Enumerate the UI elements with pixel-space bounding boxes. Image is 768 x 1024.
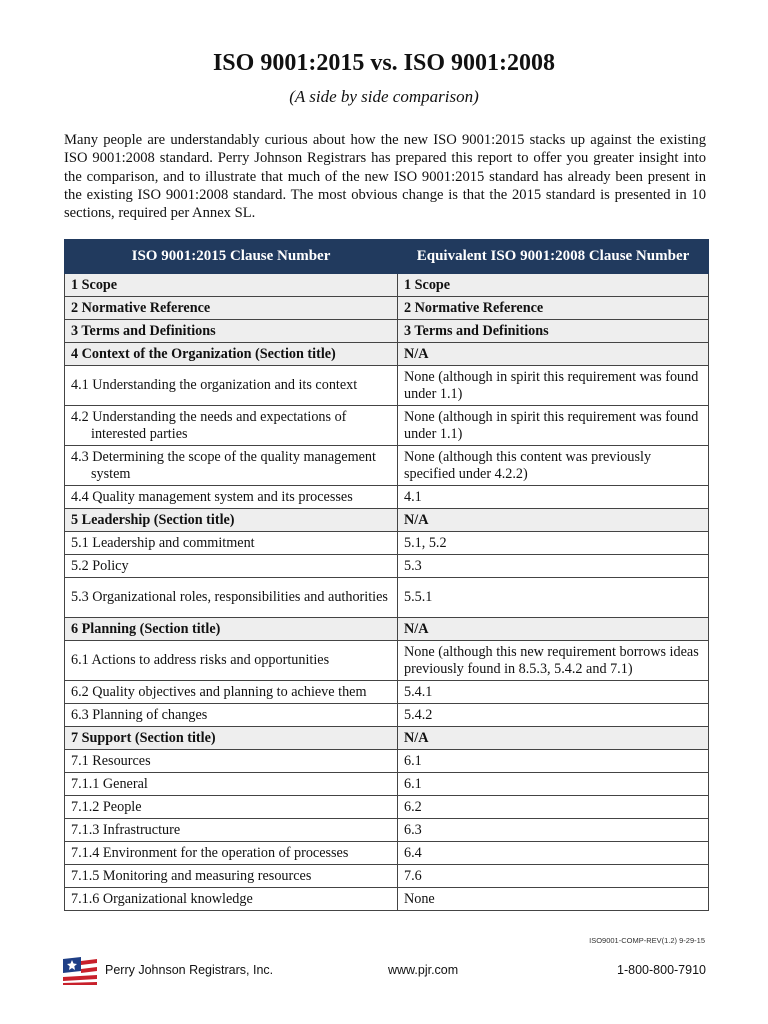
clause-2008-cell: None: [398, 888, 709, 911]
table-row: [65, 796, 709, 819]
table-row: [65, 366, 709, 406]
clause-2015-cell: [65, 773, 398, 796]
clause-2015-text: 7.1 Resources: [71, 752, 151, 769]
table-row: [65, 888, 709, 911]
clause-2008-cell: N/A: [398, 343, 709, 366]
footer: [0, 955, 768, 985]
clause-2015-cell: [65, 727, 398, 750]
clause-2015-cell: [65, 486, 398, 509]
clause-2008-cell: 6.1: [398, 750, 709, 773]
clause-2015-text: 6 Planning (Section title): [71, 620, 221, 637]
clause-2015-text: 4.1 Understanding the organization and its context: [71, 377, 358, 393]
table-row: [65, 274, 709, 297]
header-2008-clause: Equivalent ISO 9001:2008 Clause Number: [398, 240, 709, 274]
clause-2015-text: 3 Terms and Definitions: [71, 322, 216, 339]
clause-2015-text: 5.1 Leadership and commitment: [71, 534, 255, 551]
pjr-flag-logo-icon: [63, 955, 97, 985]
clause-2015-text: 6.3 Planning of changes: [71, 706, 208, 723]
clause-2015-cell: [65, 681, 398, 704]
clause-2008-cell: 3 Terms and Definitions: [398, 320, 709, 343]
clause-2008-cell: 5.4.1: [398, 681, 709, 704]
clause-2015-cell: [65, 555, 398, 578]
table-body: [65, 274, 709, 911]
table-row: [65, 704, 709, 727]
website-link[interactable]: www.pjr.com: [388, 963, 459, 977]
clause-2015-text: 4.3 Determining the scope of the quality management system: [71, 448, 376, 482]
clause-2008-cell: 5.3: [398, 555, 709, 578]
table-row: [65, 509, 709, 532]
clause-2015-cell: [65, 343, 398, 366]
clause-2015-cell: [65, 509, 398, 532]
clause-2008-cell: 6.3: [398, 819, 709, 842]
table-row: [65, 446, 709, 486]
clause-2015-text: 6.2 Quality objectives and planning to achieve them: [71, 683, 367, 700]
clause-2015-cell: [65, 641, 398, 681]
table-row: [65, 578, 709, 618]
clause-2015-text: 7.1.5 Monitoring and measuring resources: [71, 867, 312, 884]
clause-2008-cell: None (although in spirit this requirement was found under 1.1): [398, 366, 709, 406]
table-row: [65, 343, 709, 366]
table-row: [65, 555, 709, 578]
clause-2015-text: 5.2 Policy: [71, 557, 129, 574]
clause-2015-cell: [65, 888, 398, 911]
clause-2008-cell: 7.6: [398, 865, 709, 888]
clause-2015-text: 7.1.4 Environment for the operation of processes: [71, 844, 349, 861]
clause-2008-cell: 4.1: [398, 486, 709, 509]
clause-2015-cell: [65, 366, 398, 406]
clause-2015-cell: [65, 865, 398, 888]
clause-2015-text: 4.4 Quality management system and its processes: [71, 488, 353, 505]
clause-2015-cell: [65, 406, 398, 446]
clause-2008-cell: 5.1, 5.2: [398, 532, 709, 555]
table-row: [65, 842, 709, 865]
clause-2015-text: 7 Support (Section title): [71, 729, 216, 746]
clause-2008-cell: 6.1: [398, 773, 709, 796]
clause-2015-cell: [65, 842, 398, 865]
clause-2008-cell: None (although this content was previously specified under 4.2.2): [398, 446, 709, 486]
clause-2008-cell: 5.5.1: [398, 578, 709, 618]
clause-2015-text: 7.1.6 Organizational knowledge: [71, 890, 253, 907]
clause-2008-cell: None (although in spirit this requirement was found under 1.1): [398, 406, 709, 446]
clause-2008-cell: None (although this new requirement borrows ideas previously found in 8.5.3, 5.4.2 and 7.1): [398, 641, 709, 681]
table-header-row: [65, 240, 709, 274]
clause-2015-text: 7.1.1 General: [71, 775, 148, 792]
page-title: ISO 9001:2015 vs. ISO 9001:2008: [212, 50, 556, 76]
table-row: [65, 865, 709, 888]
company-name: Perry Johnson Registrars, Inc.: [105, 963, 274, 977]
clause-2008-cell: 6.4: [398, 842, 709, 865]
table-row: [65, 618, 709, 641]
page-subtitle: (A side by side comparison): [289, 87, 479, 106]
table-row: [65, 819, 709, 842]
clause-2015-cell: [65, 704, 398, 727]
clause-2008-cell: 2 Normative Reference: [398, 297, 709, 320]
clause-2015-cell: [65, 618, 398, 641]
table-row: [65, 641, 709, 681]
clause-2015-cell: [65, 446, 398, 486]
clause-2015-text: 4 Context of the Organization (Section title): [71, 345, 336, 362]
comparison-table: [64, 239, 709, 911]
clause-2008-cell: 1 Scope: [398, 274, 709, 297]
table-row: [65, 532, 709, 555]
clause-2008-cell: N/A: [398, 727, 709, 750]
table-row: [65, 320, 709, 343]
table-row: [65, 750, 709, 773]
table-row: [65, 773, 709, 796]
clause-2008-cell: N/A: [398, 618, 709, 641]
phone-number: 1-800-800-7910: [617, 963, 706, 977]
clause-2015-cell: [65, 320, 398, 343]
table-row: [65, 681, 709, 704]
clause-2015-text: 2 Normative Reference: [71, 299, 211, 316]
clause-2015-text: 5 Leadership (Section title): [71, 511, 235, 528]
clause-2015-text: 7.1.2 People: [71, 798, 142, 815]
clause-2015-cell: [65, 274, 398, 297]
clause-2015-text: 6.1 Actions to address risks and opportunities: [71, 652, 330, 668]
clause-2015-cell: [65, 297, 398, 320]
clause-2008-cell: 6.2: [398, 796, 709, 819]
clause-2015-cell: [65, 578, 398, 618]
clause-2015-cell: [65, 750, 398, 773]
clause-2015-text: 1 Scope: [71, 276, 118, 293]
clause-2015-cell: [65, 796, 398, 819]
clause-2015-cell: [65, 819, 398, 842]
clause-2015-text: 5.3 Organizational roles, responsibilities and authorities: [71, 589, 388, 605]
clause-2008-cell: N/A: [398, 509, 709, 532]
intro-paragraph: Many people are understandably curious about how the new ISO 9001:2015 stacks up against the existing ISO 9001:2008 standard. Perry Johnson Registrars has prepared this report to offer you greater insight into the comparison, and to illustrate that much of the new ISO 9001:2015 standard has already been present in the existing ISO 9001:2008 standard. The most obvious change is that the 2015 standard is presented in 10 sections, required per Annex SL.: [64, 132, 706, 222]
table-row: [65, 406, 709, 446]
table-row: [65, 486, 709, 509]
document-reference: ISO9001-COMP-REV(1.2) 9-29-15: [589, 936, 705, 945]
header-2015-clause: ISO 9001:2015 Clause Number: [65, 240, 398, 274]
clause-2015-text: 7.1.3 Infrastructure: [71, 821, 181, 838]
clause-2008-cell: 5.4.2: [398, 704, 709, 727]
table-row: [65, 727, 709, 750]
clause-2015-cell: [65, 532, 398, 555]
clause-2015-text: 4.2 Understanding the needs and expectations of interested parties: [71, 408, 347, 442]
table-row: [65, 297, 709, 320]
